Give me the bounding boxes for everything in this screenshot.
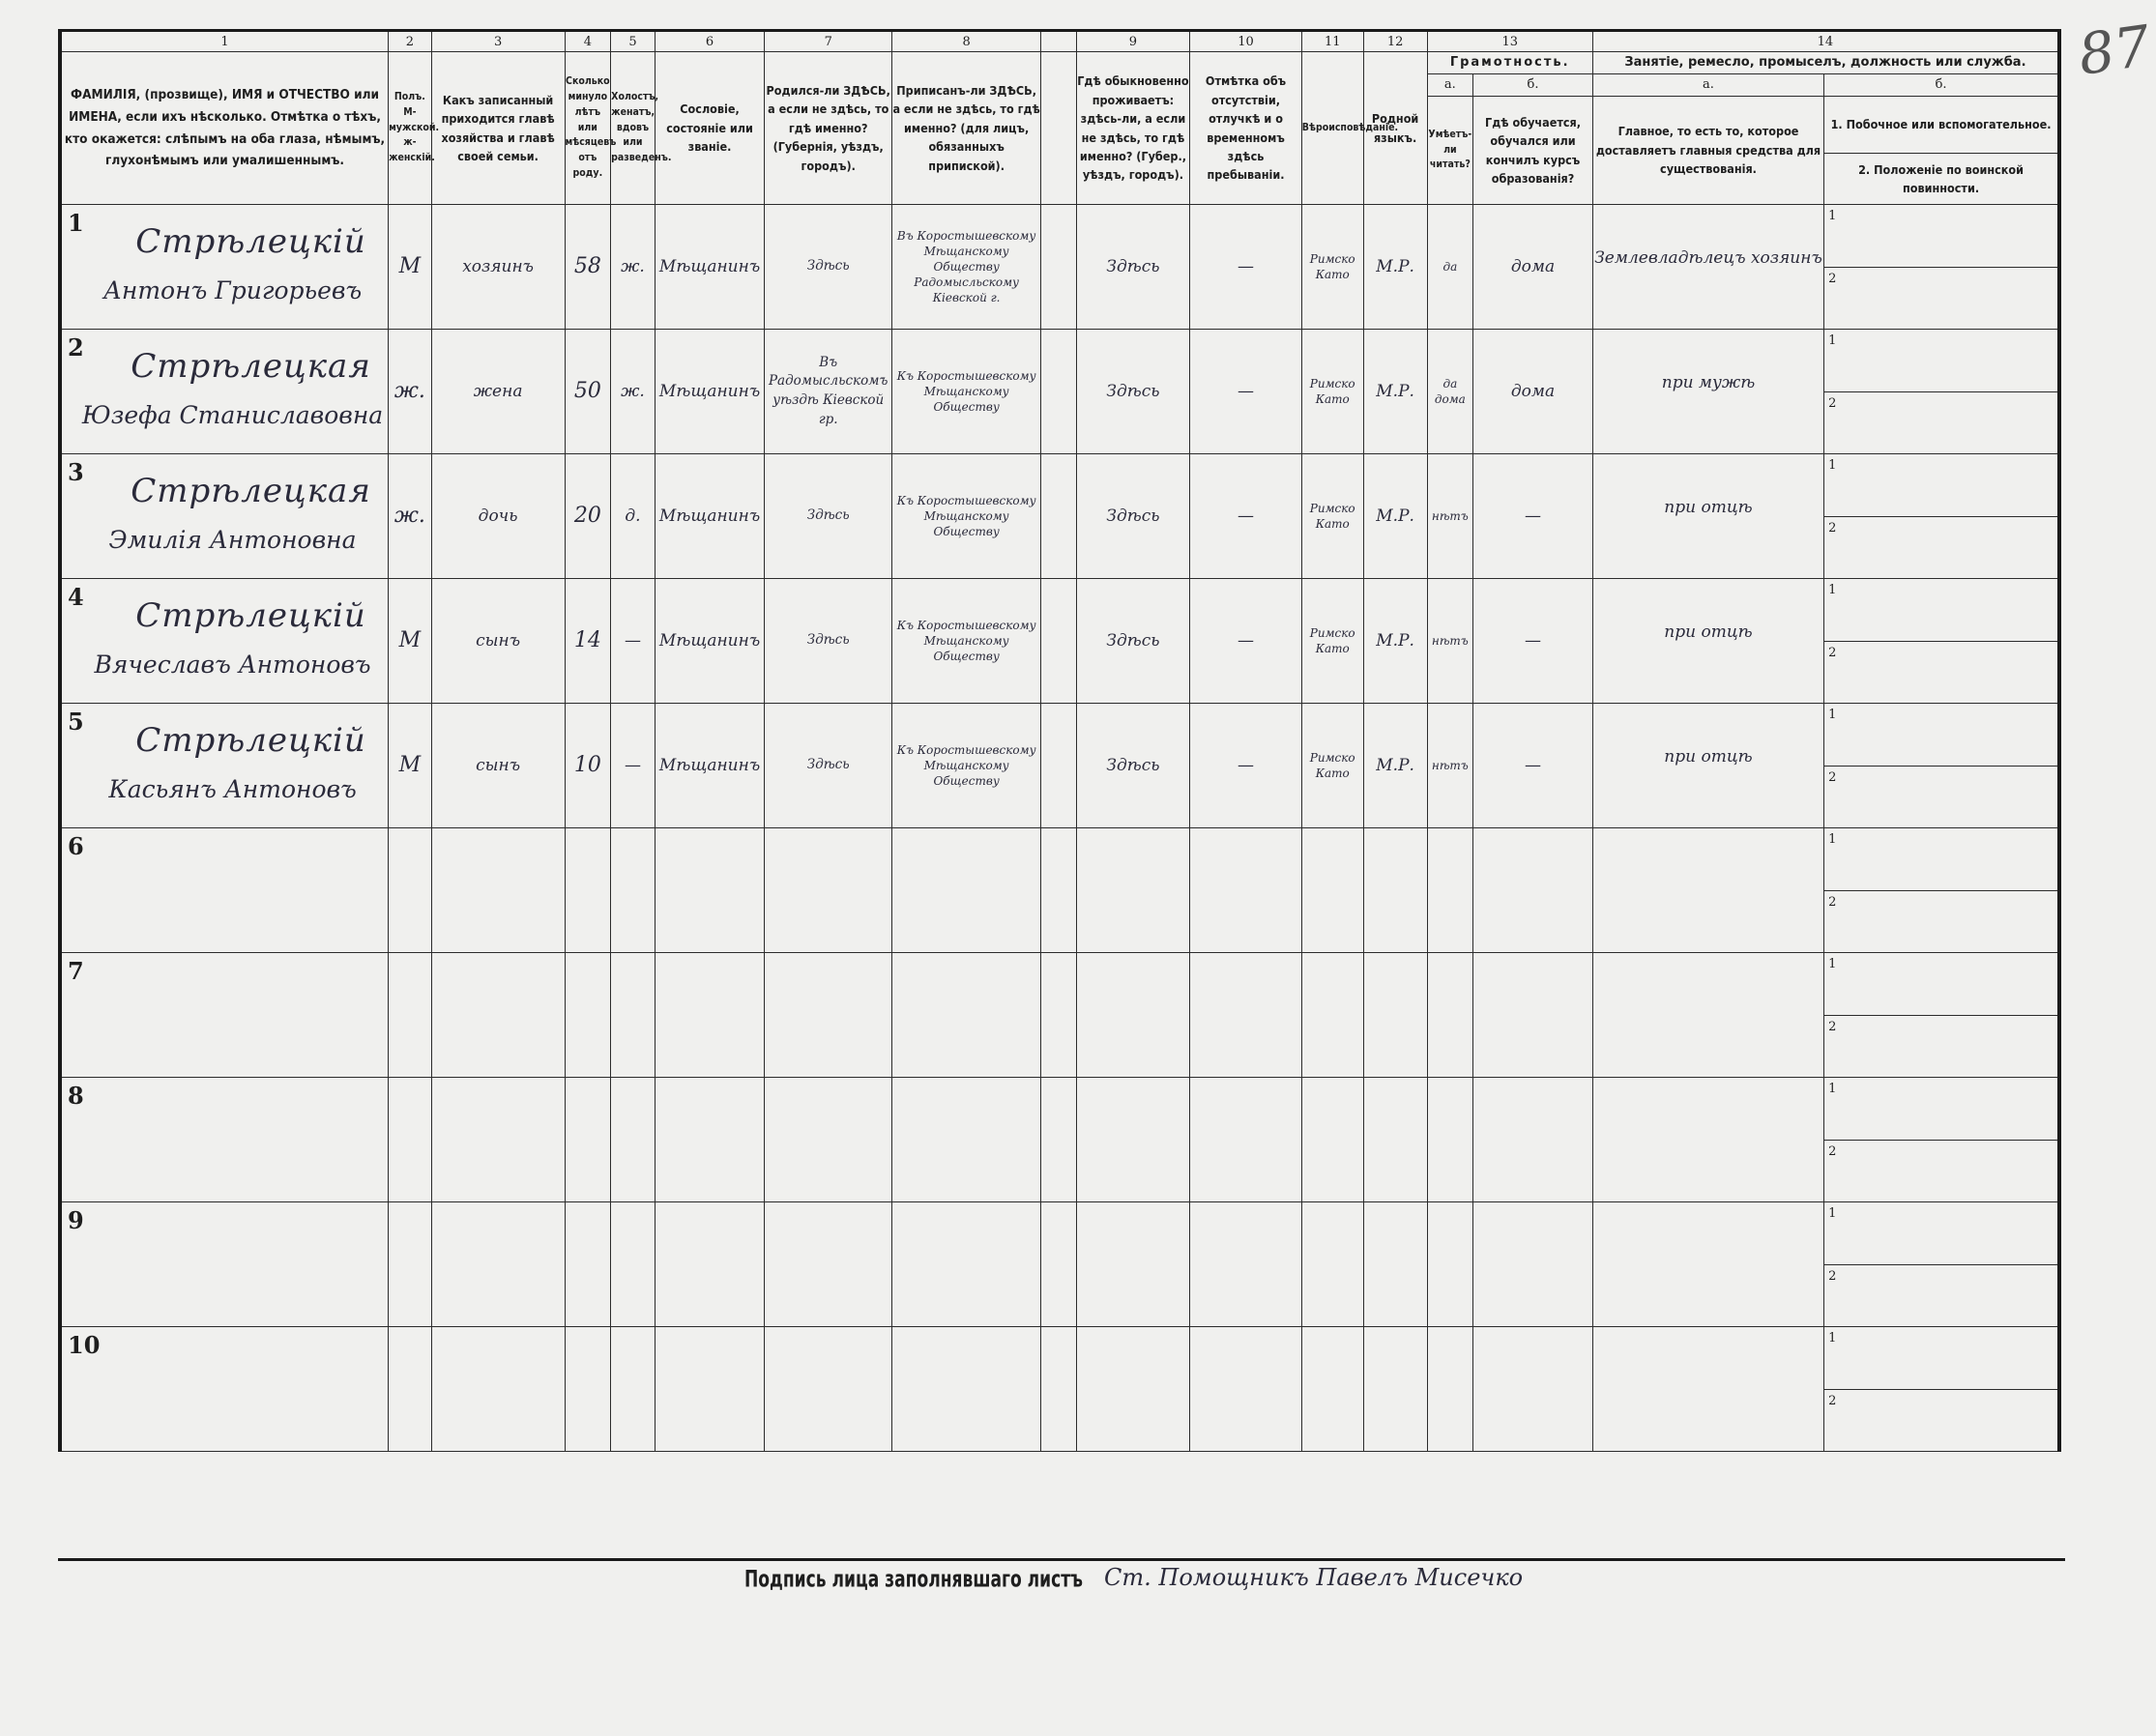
age-cell: 50 — [565, 330, 611, 454]
occupation-b-cell — [1824, 330, 2059, 454]
birthplace-cell: Здѣсь — [765, 704, 892, 828]
sex-cell: ж. — [389, 330, 432, 454]
education-cell — [1473, 1327, 1593, 1452]
table-row — [60, 828, 2059, 953]
reads-cell: нѣтъ — [1427, 704, 1473, 828]
secondary-occupation-slot — [1824, 1327, 2057, 1389]
registered-cell: Къ Коростышевскому Мѣщанскому Обществу — [892, 454, 1041, 579]
slot-number-1: 1 — [1828, 1082, 1837, 1096]
occupation-b-cell — [1824, 454, 2059, 579]
name-cell — [60, 1202, 389, 1327]
estate-cell: Мѣщанинъ — [655, 205, 765, 330]
absence-cell: — — [1190, 454, 1302, 579]
language-cell — [1363, 1078, 1427, 1202]
relation-cell — [431, 828, 565, 953]
colnum-5: 5 — [611, 31, 656, 52]
sex-cell: ж. — [389, 454, 432, 579]
main-occupation-cell — [1592, 205, 1823, 330]
colnum-11: 11 — [1301, 31, 1363, 52]
table-row — [60, 330, 2059, 454]
header-education: Гдѣ обучается, обучался или кончилъ курсъ образованія? — [1473, 97, 1593, 205]
age-cell: 10 — [565, 704, 611, 828]
relation-cell — [431, 953, 565, 1078]
religion-cell — [1301, 1078, 1363, 1202]
signature-value: Ст. Помощникъ Павелъ Мисечко — [1104, 1564, 1524, 1591]
table-row — [60, 1078, 2059, 1202]
center-gap — [1041, 1078, 1076, 1202]
header-name: ФАМИЛІЯ, (прозвище), ИМЯ и ОТЧЕСТВО или ИМЕНА, если ихъ нѣсколько. Отмѣтка о тѣхъ, кто окажется: слѣпымъ на оба глаза, нѣмымъ, глухонѣмымъ или умалишеннымъ. — [60, 52, 389, 205]
colnum-1: 1 — [60, 31, 389, 52]
reads-cell: да дома — [1427, 330, 1473, 454]
religion-cell — [1301, 1327, 1363, 1452]
slot-number-2: 2 — [1828, 1393, 1837, 1408]
signature-label: Подпись лица заполнявшаго листъ — [744, 1566, 1084, 1593]
header-marital: Холостъ, женатъ, вдовъ или разведенъ. — [611, 52, 656, 205]
occupation-b-cell — [1824, 828, 2059, 953]
marital-cell — [611, 1078, 656, 1202]
registered-cell — [892, 953, 1041, 1078]
reads-cell — [1427, 1327, 1473, 1452]
registered-cell — [892, 1202, 1041, 1327]
secondary-occupation-slot — [1824, 330, 2057, 391]
name-cell — [60, 1327, 389, 1452]
registered-cell — [892, 1078, 1041, 1202]
name-cell — [60, 205, 389, 330]
residence-cell — [1076, 828, 1190, 953]
slot-number-2: 2 — [1828, 1019, 1837, 1034]
language-cell — [1363, 953, 1427, 1078]
occupation-b-cell — [1824, 1327, 2059, 1452]
residence-cell — [1076, 953, 1190, 1078]
page-number: 87 — [2074, 13, 2155, 88]
residence-cell: Здѣсь — [1076, 330, 1190, 454]
reads-cell: нѣтъ — [1427, 454, 1473, 579]
main-occupation-cell — [1592, 953, 1823, 1078]
military-status-slot — [1824, 1015, 2057, 1078]
military-status-slot — [1824, 890, 2057, 953]
age-cell — [565, 1202, 611, 1327]
residence-cell — [1076, 1327, 1190, 1452]
education-cell — [1473, 1078, 1593, 1202]
colnum-4: 4 — [565, 31, 611, 52]
row-number: 1 — [68, 209, 84, 237]
row-number: 5 — [68, 708, 84, 736]
age-cell — [565, 828, 611, 953]
surname: Стрѣлецкій — [135, 721, 366, 760]
header-sex: Полъ. М-мужской. ж-женскій. — [389, 52, 432, 205]
slot-number-2: 2 — [1828, 645, 1837, 660]
marital-cell: д. — [611, 454, 656, 579]
absence-cell — [1190, 1202, 1302, 1327]
slot-number-1: 1 — [1828, 583, 1837, 597]
marital-cell: ж. — [611, 205, 656, 330]
slot-number-2: 2 — [1828, 1268, 1837, 1284]
education-cell — [1473, 828, 1593, 953]
header-14b-letter: б. — [1824, 74, 2059, 97]
name-cell — [60, 579, 389, 704]
row-number: 9 — [68, 1206, 84, 1234]
language-cell: М.Р. — [1363, 704, 1427, 828]
age-cell — [565, 1078, 611, 1202]
absence-cell: — — [1190, 330, 1302, 454]
table-row — [60, 953, 2059, 1078]
name-cell — [60, 330, 389, 454]
reads-cell — [1427, 828, 1473, 953]
estate-cell: Мѣщанинъ — [655, 704, 765, 828]
language-cell: М.Р. — [1363, 330, 1427, 454]
center-gap — [1041, 953, 1076, 1078]
header-religion: Вѣроисповѣданіе. — [1301, 52, 1363, 205]
registered-cell: Къ Коростышевскому Мѣщанскому Обществу — [892, 579, 1041, 704]
sex-cell — [389, 828, 432, 953]
estate-cell — [655, 1327, 765, 1452]
religion-cell — [1301, 828, 1363, 953]
sex-cell — [389, 1078, 432, 1202]
estate-cell — [655, 1202, 765, 1327]
absence-cell — [1190, 1078, 1302, 1202]
occupation-b-cell — [1824, 1078, 2059, 1202]
religion-cell: Римско Като — [1301, 704, 1363, 828]
estate-cell: Мѣщанинъ — [655, 579, 765, 704]
slot-number-1: 1 — [1828, 209, 1837, 223]
row-number: 2 — [68, 333, 84, 362]
age-cell: 58 — [565, 205, 611, 330]
main-occupation-cell — [1592, 454, 1823, 579]
religion-cell: Римско Като — [1301, 579, 1363, 704]
slot-number-1: 1 — [1828, 333, 1837, 348]
colnum-8: 8 — [892, 31, 1041, 52]
education-cell — [1473, 1202, 1593, 1327]
registered-cell — [892, 1327, 1041, 1452]
relation-cell: хозяинъ — [431, 205, 565, 330]
header-secondary-occupation: 1. Побочное или вспомогательное. — [1824, 97, 2059, 154]
sex-cell: М — [389, 205, 432, 330]
secondary-occupation-slot — [1824, 828, 2057, 890]
row-number: 7 — [68, 957, 84, 985]
table-row — [60, 454, 2059, 579]
religion-cell — [1301, 1202, 1363, 1327]
main-occupation-cell — [1592, 1202, 1823, 1327]
row-number: 3 — [68, 458, 84, 486]
language-cell — [1363, 1202, 1427, 1327]
absence-cell — [1190, 1327, 1302, 1452]
slot-number-1: 1 — [1828, 1331, 1837, 1345]
center-gap — [1041, 205, 1076, 330]
center-gap — [1041, 52, 1076, 205]
table-row — [60, 579, 2059, 704]
residence-cell: Здѣсь — [1076, 579, 1190, 704]
secondary-occupation-slot — [1824, 205, 2057, 267]
residence-cell: Здѣсь — [1076, 704, 1190, 828]
header-registered: Приписанъ-ли ЗДѢСЬ, а если не здѣсь, то гдѣ именно? (для лицъ, обязанныхъ припиской). — [892, 52, 1041, 205]
religion-cell: Римско Като — [1301, 205, 1363, 330]
language-cell: М.Р. — [1363, 205, 1427, 330]
education-cell: — — [1473, 579, 1593, 704]
sex-cell — [389, 1202, 432, 1327]
slot-number-2: 2 — [1828, 769, 1837, 785]
center-gap — [1041, 330, 1076, 454]
secondary-occupation-slot — [1824, 953, 2057, 1015]
birthplace-cell: Въ Радомысльскомъ уѣздѣ Кіевской гр. — [765, 330, 892, 454]
main-occupation-cell — [1592, 704, 1823, 828]
colnum-13: 13 — [1427, 31, 1592, 52]
colnum-14: 14 — [1592, 31, 2059, 52]
name-cell — [60, 953, 389, 1078]
military-status-slot — [1824, 391, 2057, 454]
given-name: Юзефа Станиславовна — [81, 401, 384, 429]
education-cell: дома — [1473, 205, 1593, 330]
military-status-slot — [1824, 267, 2057, 330]
center-gap — [1041, 828, 1076, 953]
row-number: 4 — [68, 583, 84, 611]
signature-line — [744, 1564, 1523, 1591]
residence-cell: Здѣсь — [1076, 205, 1190, 330]
table-row — [60, 205, 2059, 330]
reads-cell — [1427, 953, 1473, 1078]
relation-cell: сынъ — [431, 579, 565, 704]
surname: Стрѣлецкій — [135, 596, 366, 635]
colnum-12: 12 — [1363, 31, 1427, 52]
occupation-b-cell — [1824, 205, 2059, 330]
main-occupation-text: Землевладѣлецъ хозяинъ — [1594, 248, 1822, 268]
marital-cell: ж. — [611, 330, 656, 454]
marital-cell — [611, 1202, 656, 1327]
estate-cell: Мѣщанинъ — [655, 454, 765, 579]
name-cell — [60, 704, 389, 828]
slot-number-1: 1 — [1828, 1206, 1837, 1221]
sex-cell — [389, 1327, 432, 1452]
language-cell — [1363, 1327, 1427, 1452]
registered-cell: Въ Коростышевскому Мѣщанскому Обществу Радомысльскому Кіевской г. — [892, 205, 1041, 330]
slot-number-2: 2 — [1828, 894, 1837, 910]
estate-cell: Мѣщанинъ — [655, 330, 765, 454]
reads-cell — [1427, 1078, 1473, 1202]
registered-cell — [892, 828, 1041, 953]
colnum-6: 6 — [655, 31, 765, 52]
colnum-9: 9 — [1076, 31, 1190, 52]
birthplace-cell: Здѣсь — [765, 205, 892, 330]
occupation-b-cell — [1824, 1202, 2059, 1327]
relation-cell: сынъ — [431, 704, 565, 828]
occupation-b-cell — [1824, 953, 2059, 1078]
education-cell: дома — [1473, 330, 1593, 454]
header-age: Сколько минуло лѣтъ или мѣсяцевъ отъ роду. — [565, 52, 611, 205]
religion-cell — [1301, 953, 1363, 1078]
education-cell: — — [1473, 704, 1593, 828]
header-occupation: Занятіе, ремесло, промыселъ, должность или служба. — [1592, 52, 2059, 74]
age-cell — [565, 953, 611, 1078]
slot-number-2: 2 — [1828, 1143, 1837, 1159]
estate-cell — [655, 828, 765, 953]
education-cell — [1473, 953, 1593, 1078]
table-row — [60, 1327, 2059, 1452]
center-gap — [1041, 454, 1076, 579]
colnum-7: 7 — [765, 31, 892, 52]
colnum-10: 10 — [1190, 31, 1302, 52]
name-cell — [60, 828, 389, 953]
residence-cell — [1076, 1202, 1190, 1327]
language-cell: М.Р. — [1363, 454, 1427, 579]
center-gap — [1041, 704, 1076, 828]
slot-number-1: 1 — [1828, 957, 1837, 971]
birthplace-cell — [765, 953, 892, 1078]
surname: Стрѣлецкая — [131, 347, 371, 386]
center-gap — [1041, 31, 1076, 52]
estate-cell — [655, 1078, 765, 1202]
given-name: Вячеславъ Антоновъ — [94, 651, 371, 679]
reads-cell: нѣтъ — [1427, 579, 1473, 704]
name-cell — [60, 1078, 389, 1202]
header-birthplace: Родился-ли ЗДѢСЬ, а если не здѣсь, то гдѣ именно? (Губернія, уѣздъ, городъ). — [765, 52, 892, 205]
surname: Стрѣлецкій — [135, 222, 366, 261]
military-status-slot — [1824, 516, 2057, 579]
header-language: Родной языкъ. — [1363, 52, 1427, 205]
marital-cell — [611, 828, 656, 953]
occupation-b-cell — [1824, 579, 2059, 704]
header-14a-letter: а. — [1592, 74, 1823, 97]
absence-cell — [1190, 953, 1302, 1078]
secondary-occupation-slot — [1824, 1202, 2057, 1264]
header-literacy: Грамотность. — [1427, 52, 1592, 74]
secondary-occupation-slot — [1824, 1078, 2057, 1140]
military-status-slot — [1824, 641, 2057, 704]
relation-cell — [431, 1078, 565, 1202]
colnum-2: 2 — [389, 31, 432, 52]
column-number-row — [60, 31, 2059, 52]
header-military-status: 2. Положеніе по воинской повинности. — [1824, 154, 2059, 205]
secondary-occupation-slot — [1824, 704, 2057, 766]
registered-cell: Къ Коростышевскому Мѣщанскому Обществу — [892, 704, 1041, 828]
language-cell: М.Р. — [1363, 579, 1427, 704]
main-occupation-text: при отцѣ — [1664, 622, 1753, 642]
sex-cell: М — [389, 579, 432, 704]
reads-cell: да — [1427, 205, 1473, 330]
row-number: 6 — [68, 832, 84, 860]
birthplace-cell — [765, 828, 892, 953]
residence-cell: Здѣсь — [1076, 454, 1190, 579]
header-row-top — [60, 52, 2059, 74]
birthplace-cell: Здѣсь — [765, 454, 892, 579]
colnum-3: 3 — [431, 31, 565, 52]
military-status-slot — [1824, 1389, 2057, 1452]
center-gap — [1041, 579, 1076, 704]
slot-number-1: 1 — [1828, 708, 1837, 722]
main-occupation-cell — [1592, 330, 1823, 454]
marital-cell: — — [611, 579, 656, 704]
center-gap — [1041, 1327, 1076, 1452]
relation-cell: жена — [431, 330, 565, 454]
age-cell: 20 — [565, 454, 611, 579]
main-occupation-cell — [1592, 1327, 1823, 1452]
header-13b-letter: б. — [1473, 74, 1593, 97]
absence-cell: — — [1190, 205, 1302, 330]
header-absence: Отмѣтка объ отсутствіи, отлучкѣ и о временномъ здѣсь пребываніи. — [1190, 52, 1302, 205]
row-number: 10 — [68, 1331, 101, 1359]
main-occupation-cell — [1592, 828, 1823, 953]
religion-cell: Римско Като — [1301, 330, 1363, 454]
surname: Стрѣлецкая — [131, 472, 371, 510]
main-occupation-text: при отцѣ — [1664, 747, 1753, 767]
registered-cell: Къ Коростышевскому Мѣщанскому Обществу — [892, 330, 1041, 454]
given-name: Касьянъ Антоновъ — [108, 775, 357, 803]
center-gap — [1041, 1202, 1076, 1327]
secondary-occupation-slot — [1824, 579, 2057, 641]
relation-cell — [431, 1327, 565, 1452]
table-row — [60, 1202, 2059, 1327]
table-bottom-rule — [58, 1558, 2065, 1561]
slot-number-1: 1 — [1828, 458, 1837, 473]
birthplace-cell — [765, 1202, 892, 1327]
given-name: Эмилія Антоновна — [108, 526, 357, 554]
header-reads: Умѣетъ-ли читать? — [1427, 97, 1473, 205]
religion-cell: Римско Като — [1301, 454, 1363, 579]
slot-number-2: 2 — [1828, 395, 1837, 411]
relation-cell: дочь — [431, 454, 565, 579]
given-name: Антонъ Григорьевъ — [102, 276, 363, 304]
main-occupation-cell — [1592, 579, 1823, 704]
row-number: 8 — [68, 1082, 84, 1110]
military-status-slot — [1824, 1140, 2057, 1202]
census-table — [58, 29, 2061, 1452]
census-rows — [60, 205, 2059, 1452]
military-status-slot — [1824, 766, 2057, 828]
absence-cell — [1190, 828, 1302, 953]
table-row — [60, 704, 2059, 828]
header-estate: Сословіе, состояніе или званіе. — [655, 52, 765, 205]
birthplace-cell — [765, 1078, 892, 1202]
education-cell: — — [1473, 454, 1593, 579]
header-main-occupation: Главное, то есть то, которое доставляетъ главныя средства для существованія. — [1592, 97, 1823, 205]
header-residence: Гдѣ обыкновенно проживаетъ: здѣсь-ли, а если не здѣсь, то гдѣ именно? (Губер., уѣздъ, городъ). — [1076, 52, 1190, 205]
occupation-b-cell — [1824, 704, 2059, 828]
sex-cell — [389, 953, 432, 1078]
relation-cell — [431, 1202, 565, 1327]
header-13a-letter: а. — [1427, 74, 1473, 97]
absence-cell: — — [1190, 704, 1302, 828]
absence-cell: — — [1190, 579, 1302, 704]
birthplace-cell — [765, 1327, 892, 1452]
language-cell — [1363, 828, 1427, 953]
main-occupation-text: при отцѣ — [1664, 498, 1753, 517]
reads-cell — [1427, 1202, 1473, 1327]
estate-cell — [655, 953, 765, 1078]
residence-cell — [1076, 1078, 1190, 1202]
birthplace-cell: Здѣсь — [765, 579, 892, 704]
header-relation: Какъ записанный приходится главѣ хозяйства и главѣ своей семьи. — [431, 52, 565, 205]
secondary-occupation-slot — [1824, 454, 2057, 516]
age-cell — [565, 1327, 611, 1452]
age-cell: 14 — [565, 579, 611, 704]
sex-cell: М — [389, 704, 432, 828]
slot-number-1: 1 — [1828, 832, 1837, 847]
slot-number-2: 2 — [1828, 271, 1837, 286]
main-occupation-cell — [1592, 1078, 1823, 1202]
marital-cell — [611, 953, 656, 1078]
main-occupation-text: при мужѣ — [1661, 373, 1756, 392]
military-status-slot — [1824, 1264, 2057, 1327]
name-cell — [60, 454, 389, 579]
marital-cell: — — [611, 704, 656, 828]
marital-cell — [611, 1327, 656, 1452]
slot-number-2: 2 — [1828, 520, 1837, 535]
